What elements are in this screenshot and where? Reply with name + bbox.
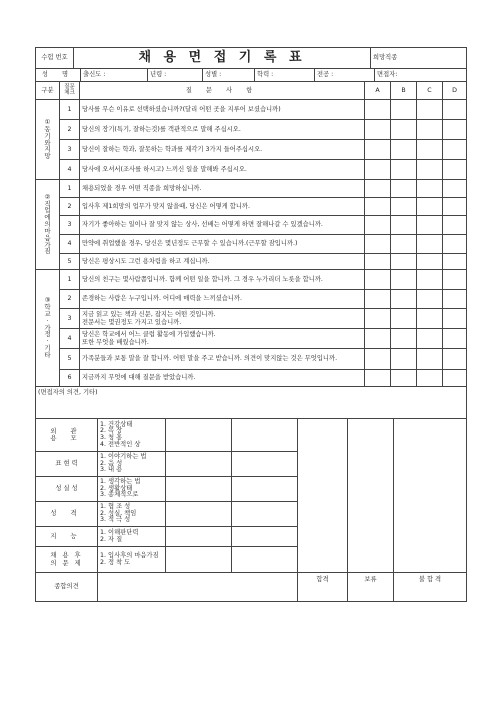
eval-cell[interactable] [166,477,232,502]
grade-cell[interactable] [417,120,443,140]
grade-cell[interactable] [365,180,391,198]
grade-cell[interactable] [391,235,417,254]
question-number: 4 [60,329,80,349]
grade-cell[interactable] [365,254,391,270]
question-text: 가족분들과 보통 말을 잘 합니까. 어떤 말을 주고 받습니까. 의견이 맞지않는 것은 무엇입니까. [80,349,365,370]
question-number: 3 [60,140,80,160]
grade-cell[interactable] [443,309,467,329]
grade-cell[interactable] [365,290,391,309]
question-number: 1 [60,270,80,290]
grade-cell[interactable] [365,120,391,140]
question-number: 2 [60,198,80,216]
grade-cell[interactable] [417,180,443,198]
questions-table [35,81,467,419]
desired-job-label: 희망직종 [371,48,467,69]
major-field[interactable]: 전공 : [315,69,375,82]
eval-cell[interactable] [166,547,232,573]
question-number: 3 [60,216,80,235]
grade-cell[interactable] [391,290,417,309]
grade-cell[interactable] [417,140,443,160]
grade-cell[interactable] [417,309,443,329]
eval-cell[interactable] [232,419,298,452]
grade-cell[interactable] [365,309,391,329]
eval-cell[interactable] [232,527,298,547]
eval-appearance-items: 1. 건강상태 2. 복 장 3. 청 홍 4. 전반적인 상 [98,419,166,452]
grade-cell[interactable] [391,309,417,329]
grade-cell[interactable] [365,100,391,120]
grade-cell[interactable] [391,198,417,216]
gender-field[interactable]: 성별 : [203,69,255,82]
eval-post-hire-items: 1. 입사후의 마음가짐 2. 정 착 도 [98,547,166,573]
eval-cell[interactable] [166,502,232,527]
grade-cell[interactable] [417,160,443,180]
grade-cell[interactable] [443,270,467,290]
grade-cell[interactable] [417,290,443,309]
final-opinion-label: 종합의견 [36,573,98,602]
eval-cell[interactable] [232,452,298,477]
grade-cell[interactable] [443,120,467,140]
grade-cell[interactable] [391,254,417,270]
grade-cell[interactable] [365,140,391,160]
question-text: 당신은 평상시도 그런 용차림을 하고 계십니까. [80,254,365,270]
grade-cell[interactable] [443,370,467,387]
grade-cell[interactable] [365,270,391,290]
question-number: 1 [60,100,80,120]
eval-personality-label: 성 격 [36,502,98,527]
eval-intelligence-items: 1. 이해판단력 2. 자 질 [98,527,166,547]
question-text: 당신의 친구는 몇사람쯤입니까. 함께 어떤 일을 합니까. 그 경우 누가리더 노릇을 합니까. [80,270,365,290]
opinion-label: (면접자의 의견, 기타) [38,389,98,396]
name-label: 성 명 [36,69,81,82]
final-opinion-field[interactable] [98,573,298,602]
grade-cell[interactable] [443,198,467,216]
grade-cell[interactable] [391,270,417,290]
eval-intelligence-label: 지 능 [36,527,98,547]
grade-cell[interactable] [365,216,391,235]
grade-cell[interactable] [443,160,467,180]
question-text: 채용되었을 경우 어떤 직종을 희망하십니까. [80,180,365,198]
grade-d-header: D [443,82,467,100]
grade-cell[interactable] [443,329,467,349]
grade-cell[interactable] [365,160,391,180]
eval-cell[interactable] [166,527,232,547]
interviewer-opinion-area[interactable] [36,387,467,419]
eval-sincerity-items: 1. 생각하는 법 2. 생활상태 3. 종체적으로 [98,477,166,502]
eval-cell[interactable] [232,502,298,527]
eval-cell[interactable] [232,547,298,573]
pass-option[interactable]: 합격 [298,573,348,602]
question-number: 6 [60,370,80,387]
eval-appearance-label: 외 관 용 모 [36,419,98,452]
grade-cell[interactable] [391,370,417,387]
grade-cell[interactable] [417,370,443,387]
question-number: 4 [60,235,80,254]
grade-cell[interactable] [443,254,467,270]
eval-sincerity-label: 성 실 성 [36,477,98,502]
eval-cell[interactable] [166,419,232,452]
grade-cell[interactable] [443,140,467,160]
grade-cell[interactable] [391,216,417,235]
question-number: 1 [60,180,80,198]
question-number: 2 [60,290,80,309]
grade-cell[interactable] [417,254,443,270]
eval-cell[interactable] [166,452,232,477]
question-text: 자기가 좋아하는 일이나 잘 맞지 않는 상사, 선배는 어떻게 하면 잘해나갈 수 있겠습니까. [80,216,365,235]
category-header: 구분 [36,82,60,100]
grade-cell[interactable] [443,235,467,254]
grade-cell[interactable] [365,235,391,254]
grade-cell[interactable] [417,329,443,349]
grade-cell[interactable] [417,216,443,235]
grade-cell[interactable] [391,349,417,370]
question-number: 5 [60,254,80,270]
hold-option[interactable]: 보류 [348,573,394,602]
eval-post-hire-label: 채 용 후 의 문 제 [36,547,98,573]
question-header: 질 문 사 항 [80,82,365,100]
grade-cell[interactable] [365,198,391,216]
eval-expression-items: 1. 이야기하는 법 2. 음 성 3. 내 용 [98,452,166,477]
interview-record-form [35,47,467,602]
question-text: 지금까지 무엇에 대해 질문을 받았습니까. [80,370,365,387]
origin-field[interactable]: 출신도 : [81,69,148,82]
question-text: 존경하는 사람은 누구입니까. 어디에 매력을 느끼셨습니까. [80,290,365,309]
age-field[interactable]: 년령 : [148,69,203,82]
grade-b-header: B [391,82,417,100]
question-text: 당사에 오셔서(조사를 하시고) 느끼신 일을 말해봐 주십시오. [80,160,365,180]
check-header: 질문 체크 [60,82,80,100]
question-text: 당신이 잘하는 학과, 잘못하는 학과를 제각기 3가지 들어주십시오. [80,140,365,160]
question-text: 당사를 무슨 이유로 선택하셨습니까?(달리 어떤 곳을 지루어 보셨습니까) [80,100,365,120]
form-title: 채 용 면 접 기 록 표 [74,48,371,69]
eval-expression-label: 표 현 력 [36,452,98,477]
question-number: 5 [60,349,80,370]
question-text: 입사후 제1희망의 업무가 맞지 않을때, 당신은 어떻게 합니까. [80,198,365,216]
education-field[interactable]: 학력 : [255,69,315,82]
grade-cell[interactable] [443,100,467,120]
grade-cell[interactable] [417,270,443,290]
grade-cell[interactable] [443,216,467,235]
grade-cell[interactable] [417,349,443,370]
grade-cell[interactable] [417,235,443,254]
exam-number-label: 수험 번호 [36,48,74,69]
grade-c-header: C [417,82,443,100]
question-text: 만약에 취업했을 경우, 당신은 몇년정도 근무할 수 있습니까.(근무할 잠입니까.) [80,235,365,254]
section-attitude-label: ② 직업에의마음가짐 [36,180,60,270]
eval-personality-items: 1. 협 조 성 2. 성실, 책임 3. 적 극 성 [98,502,166,527]
question-text: 지금 읽고 있는 책과 신문, 잡지는 어떤 것입니까. 전문서는 몇권정도 가지고 있습니까. [80,309,365,329]
grade-cell[interactable] [443,290,467,309]
eval-cell[interactable] [232,477,298,502]
fail-option[interactable]: 불 합 격 [394,573,467,602]
grade-cell[interactable] [443,180,467,198]
grade-cell[interactable] [391,180,417,198]
grade-cell[interactable] [391,120,417,140]
question-text: 당신은 학교에서 어느 클럽 활동에 가입했습니까. 또한 무엇을 배웠습니까. [80,329,365,349]
section-school-family-label: ③ 학교·가정·기타 [36,270,60,387]
grade-cell[interactable] [417,100,443,120]
grade-cell[interactable] [365,349,391,370]
grade-cell[interactable] [365,370,391,387]
grade-cell[interactable] [443,349,467,370]
section-motivation-label: ① 동기와지망 [36,100,60,180]
grade-cell[interactable] [365,329,391,349]
grade-cell[interactable] [391,100,417,120]
interviewer-field[interactable]: 면접자: [375,69,467,82]
grade-cell[interactable] [391,160,417,180]
grade-cell[interactable] [391,329,417,349]
evaluation-table [35,418,467,602]
grade-cell[interactable] [391,140,417,160]
grade-a-header: A [365,82,391,100]
header-table [35,47,467,69]
question-number: 4 [60,160,80,180]
question-number: 2 [60,120,80,140]
question-text: 당신의 장기(특기, 잘하는것)를 객관적으로 말해 주십시오. [80,120,365,140]
question-number: 3 [60,309,80,329]
applicant-info-table [35,68,467,82]
grade-cell[interactable] [417,198,443,216]
